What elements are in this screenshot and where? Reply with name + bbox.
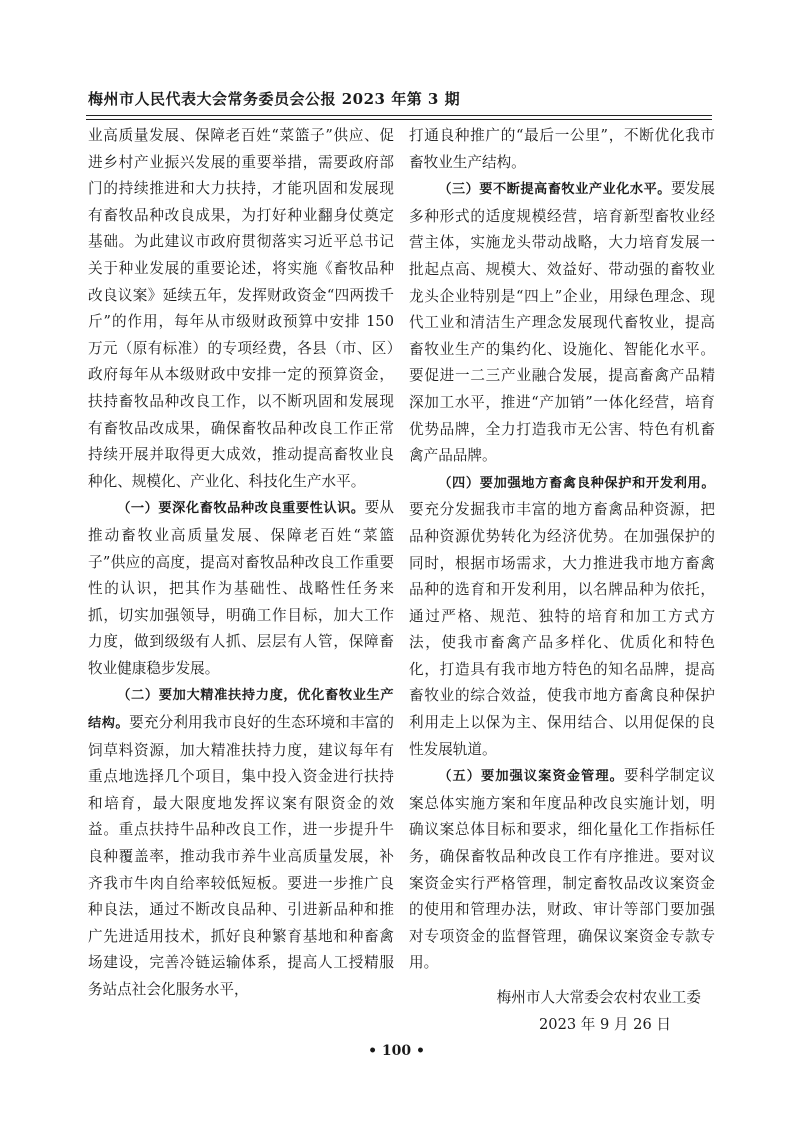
section-2-heading: （二）要加大精准扶持力度，优化畜牧业生产结构。 xyxy=(88,688,394,732)
section-4-heading: （四）要加强地方畜禽良种保护和开发利用。 xyxy=(438,475,715,491)
journal-header: 梅州市人民代表大会常务委员会公报 2023 年第 3 期 xyxy=(88,90,461,108)
section-4 xyxy=(409,470,715,764)
section-3 xyxy=(409,176,715,470)
header-rule-thin xyxy=(86,119,712,120)
section-5-heading: （五）要加强议案资金管理。 xyxy=(438,769,624,785)
section-3-body: 要发展多种形式的适度规模经营，培育新型畜牧业经营主体，实施龙头带动战略，大力培育发展一批起点高、规模大、效益好、带动强的畜牧业龙头企业特别是“四上”企业，用绿色理念、现代工业和清洁生产理念发展现代畜牧业，提高畜牧业生产的集约化、设施化、智能化水平。要促进一二三产业融合发展，提高畜禽产品精深加工水平，推进“产加销”一体化经营，培育优势品牌，全力打造我市无公害、特色有机畜禽产品品牌。 xyxy=(409,180,715,465)
left-column xyxy=(88,123,394,1004)
section-2 xyxy=(88,682,394,1003)
page-number: • 100 • xyxy=(368,1043,425,1059)
section-3-heading: （三）要不断提高畜牧业产业化水平。 xyxy=(438,182,671,198)
signature-date: 2023 年 9 月 26 日 xyxy=(539,1015,671,1033)
right-column xyxy=(409,123,715,1038)
section-1-heading: （一）要深化畜牧品种改良重要性认识。 xyxy=(117,501,365,517)
header-rule-thick xyxy=(86,115,712,116)
section-1 xyxy=(88,495,394,682)
signature: 梅州市人大常委会农村农业工委 xyxy=(496,989,701,1006)
section-1-body: 要从推动畜牧业高质量发展、保障老百姓“菜篮子”供应的高度，提高对畜牧品种改良工作重要性的认识，把其作为基础性、战略性任务来抓，切实加强领导，明确工作目标，加大工作力度，做到级级有人抓、层层有人管，保障畜牧业健康稳步发展。 xyxy=(88,499,394,677)
continued-paragraph: 打通良种推广的“最后一公里”，不断优化我市畜牧业生产结构。 xyxy=(409,127,715,171)
section-4-body: 要充分发掘我市丰富的地方畜禽品种资源，把品种资源优势转化为经济优势。在加强保护的同时，根据市场需求，大力推进我市地方畜禽品种的选育和开发利用，以名牌品种为依托，通过严格、规范、独特的培育和加工方式方法，使我市畜禽产品多样化、优质化和特色化，打造具有我市地方特色的知名品牌，提高畜牧业的综合效益，使我市地方畜禽良种保护利用走上以保为主、保用结合、以用促保的良性发展轨道。 xyxy=(409,501,715,758)
section-5-body: 要科学制定议案总体实施方案和年度品种改良实施计划，明确议案总体目标和要求，细化量化工作指标任务，确保畜牧品种改良工作有序推进。要对议案资金实行严格管理，制定畜牧品改议案资金的使用和管理办法，财政、审计等部门要加强对专项资金的监督管理，确保议案资金专款专用。 xyxy=(409,767,715,972)
body-paragraph: 业高质量发展、保障老百姓“菜篮子”供应、促进乡村产业振兴发展的重要举措，需要政府部门的持续推进和大力扶持，才能巩固和发展现有畜牧品种改良成果，为打好种业翻身仗奠定基础。为此建议市政府贯彻落实习近平总书记关于种业发展的重要论述，将实施《畜牧品种改良议案》延续五年，发挥财政资金“四两拨千斤”的作用，每年从市级财政预算中安排 150 万元（原有标准）的专项经费，各县（市、区）政府每年从本级财政中安排一定的预算资金，扶持畜牧品种改良工作，以不断巩固和发展现有畜牧品改成果，确保畜牧品种改良工作正常持续开展并取得更大成效，推动提高畜牧业良种化、规模化、产业化、科技化生产水平。 xyxy=(88,127,394,490)
section-5 xyxy=(409,763,715,977)
section-2-body: 要充分利用我市良好的生态环境和丰富的饲草料资源，加大精准扶持力度，建议每年有重点地选择几个项目，集中投入资金进行扶持和培育，最大限度地发挥议案有限资金的效益。重点扶持牛品种改良工作，进一步提升牛良种覆盖率，推动我市养牛业高质量发展，补齐我市牛肉自给率较低短板。要进一步推广良种良法，通过不断改良品种、引进新品种和推广先进适用技术，抓好良种繁育基地和种畜禽场建设，完善冷链运输体系，提高人工授精服务站点社会化服务水平， xyxy=(88,714,394,998)
